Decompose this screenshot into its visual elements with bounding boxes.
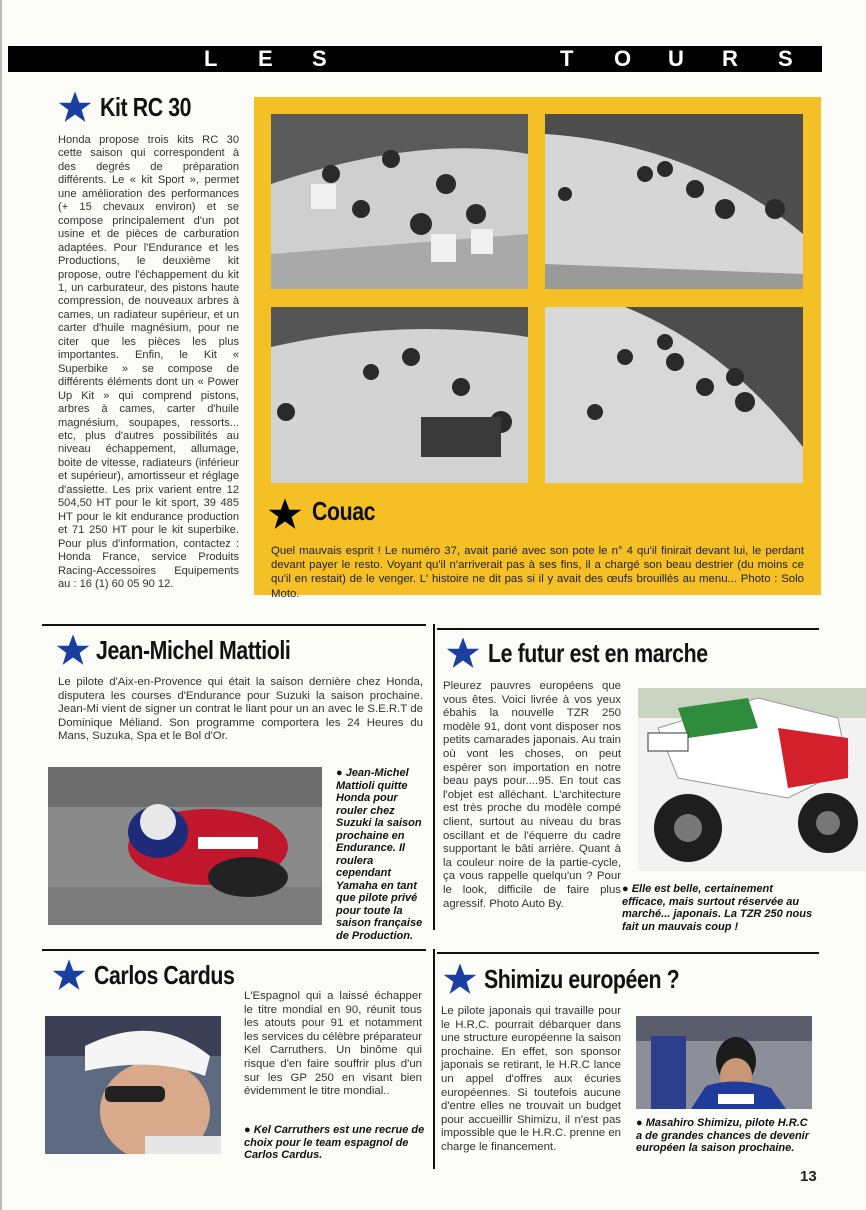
star-icon (443, 962, 477, 996)
mattioli-photo (48, 767, 322, 925)
header-letter: U (668, 46, 684, 71)
star-icon (446, 636, 480, 670)
header-letter: R (722, 46, 738, 71)
shimizu-title: Shimizu européen ? (484, 964, 680, 994)
cardus-caption: ● Kel Carruthers est une recrue de choix pour le team espagnol de Carlos Cardus. (244, 1124, 425, 1161)
race-photo (545, 307, 803, 483)
race-photo (545, 114, 803, 289)
column-divider (433, 624, 435, 930)
header-letter: E (258, 46, 273, 71)
section-header-band (8, 46, 822, 72)
star-icon (52, 958, 86, 992)
futur-title: Le futur est en marche (488, 638, 708, 668)
shimizu-body: Le pilote japonais qui travaille pour le H.R.C. pourrait débarquer dans une structure européenne la saison prochaine. En effet, son sponsor japonais se retirant, le H.R.C lance un appel d'offres aux écuries européennes. Si toutefois aucune d'entre elles ne trouvait un budget pour accueillir Shimizu, il n'est pas impossible que le H.R.C. prenne en charge le financement. (441, 1005, 621, 1153)
section-rule (437, 952, 819, 954)
cardus-body: L'Espagnol qui a laissé échapper le titre mondial en 90, réunit tous les atouts pour 91 et notamment les services du célèbre préparateur Kel Carruthers. Un binôme qui risque d'en faire souffrir plus d'un sur les GP 250 en visant bien évidemment le titre mondial.. (244, 990, 422, 1098)
mattioli-body: Le pilote d'Aix-en-Provence qui était la saison dernière chez Honda, disputera les courses d'Endurance pour Suzuki la saison prochaine. Jean-Mi vient de signer un contrat le liant pour un an avec le S.E.R.T de Dominique Méliand. Son programme comportera les 24 Heures du Mans, Suzuka, Spa et le Bol d'Or. (58, 676, 423, 743)
kit-rc30-title: Kit RC 30 (100, 92, 192, 122)
shimizu-photo (636, 1016, 812, 1109)
header-letter: S (312, 46, 327, 71)
shimizu-caption: ● Masahiro Shimizu, pilote H.R.C a de grandes chances de devenir européen la saison prochaine. (636, 1117, 810, 1154)
section-rule (42, 949, 426, 951)
mattioli-title: Jean-Michel Mattioli (96, 635, 291, 665)
star-icon (56, 633, 90, 667)
column-divider (433, 949, 435, 1169)
kit-rc30-body: Honda propose trois kits RC 30 cette saison qui correspondent à des degrés de préparation différents. Le « kit Sport », permet une amélioration des performances (+ 15 chevaux environ) et se compose principalement d'un pot usine et de pièces de carburation adaptées. Pour l'Endurance et les Productions, le deuxième kit propose, outre l'échappement du kit 1, un carburateur, des pistons haute compression, de nouveaux arbres à cames, un radiateur supérieur, et un carter d'huile magnésium, pour ne citer que les pièces les plus importantes. Enfin, le Kit « Superbike » se compose de différents éléments dont un « Power Up Kit » qui comprend pistons, arbres à cames, carter d'huile magnésium, soupapes, ressorts... etc, plus d'autres possibilités au niveau échappement, allumage, boite de vitesse, radiateurs (inférieur et supérieur), amortisseur et réglage d'assiette. Les prix varient entre 12 504,50 HT pour le kit sport, 39 485 HT pour le kit endurance production et 71 250 HT pour le kit superbike. Pour plus d'information, contactez : Honda France, service Produits Racing-Accessoires Equipements au : 16 (1) 60 05 90 12. (58, 134, 239, 590)
futur-body: Pleurez pauvres européens que vous êtes. Voici livrée à vos yeux ébahis la nouvelle TZR 250 modèle 91, dont vont disposer nos petits camarades japonais. Au train où vont les choses, on peut espérer son importation en notre beau pays pour....95. En tout cas l'objet est alléchant. L'architecture est très proche du modèle compé client, surtout au niveau du bras oscillant et de l'équerre du cadre supportant le bâti arrière. Quant à la couleur noire de la partie-cycle, ça vous rappelle quelqu'un ? Pour le look, difficile de faire plus agressif. Photo Auto By. (443, 680, 621, 910)
futur-caption: ● Elle est belle, certainement efficace, mais surtout réservée au marché... japonais. La TZR 250 nous fait un mauvais coup ! (622, 883, 813, 933)
race-photo (271, 307, 528, 483)
tzr-photo (638, 688, 866, 871)
header-letter: S (778, 46, 793, 71)
section-rule (437, 628, 819, 630)
section-rule (42, 624, 426, 626)
cardus-title: Carlos Cardus (94, 960, 235, 990)
carruthers-photo (45, 1016, 221, 1154)
star-icon (58, 90, 92, 124)
header-letter: L (204, 46, 218, 71)
mattioli-caption: ● Jean-Michel Mattioli quitte Honda pour rouler chez Suzuki la saison prochaine en Endurance. Il roulera cependant Yamaha en tant que pilote privé pour toute la saison française de Production. (336, 767, 423, 942)
star-icon (268, 497, 302, 531)
page-edge (0, 0, 2, 1210)
race-photo (271, 114, 528, 289)
couac-body: Quel mauvais esprit ! Le numéro 37, avait parié avec son pote le n° 4 qu'il finirait devant lui, le perdant devant payer le resto. Voyant qu'il n'arriverait pas à ses fins, il a chargé son beau destrier (du moins ce qu'il en restait) de le venger. L' histoire ne dit pas si il y avait des œufs brouillés au menu... Photo : Solo Moto. (271, 545, 804, 600)
header-letter: O (614, 46, 632, 71)
page-number: 13 (800, 1168, 817, 1185)
header-letter: T (560, 46, 574, 71)
couac-title: Couac (312, 496, 376, 526)
